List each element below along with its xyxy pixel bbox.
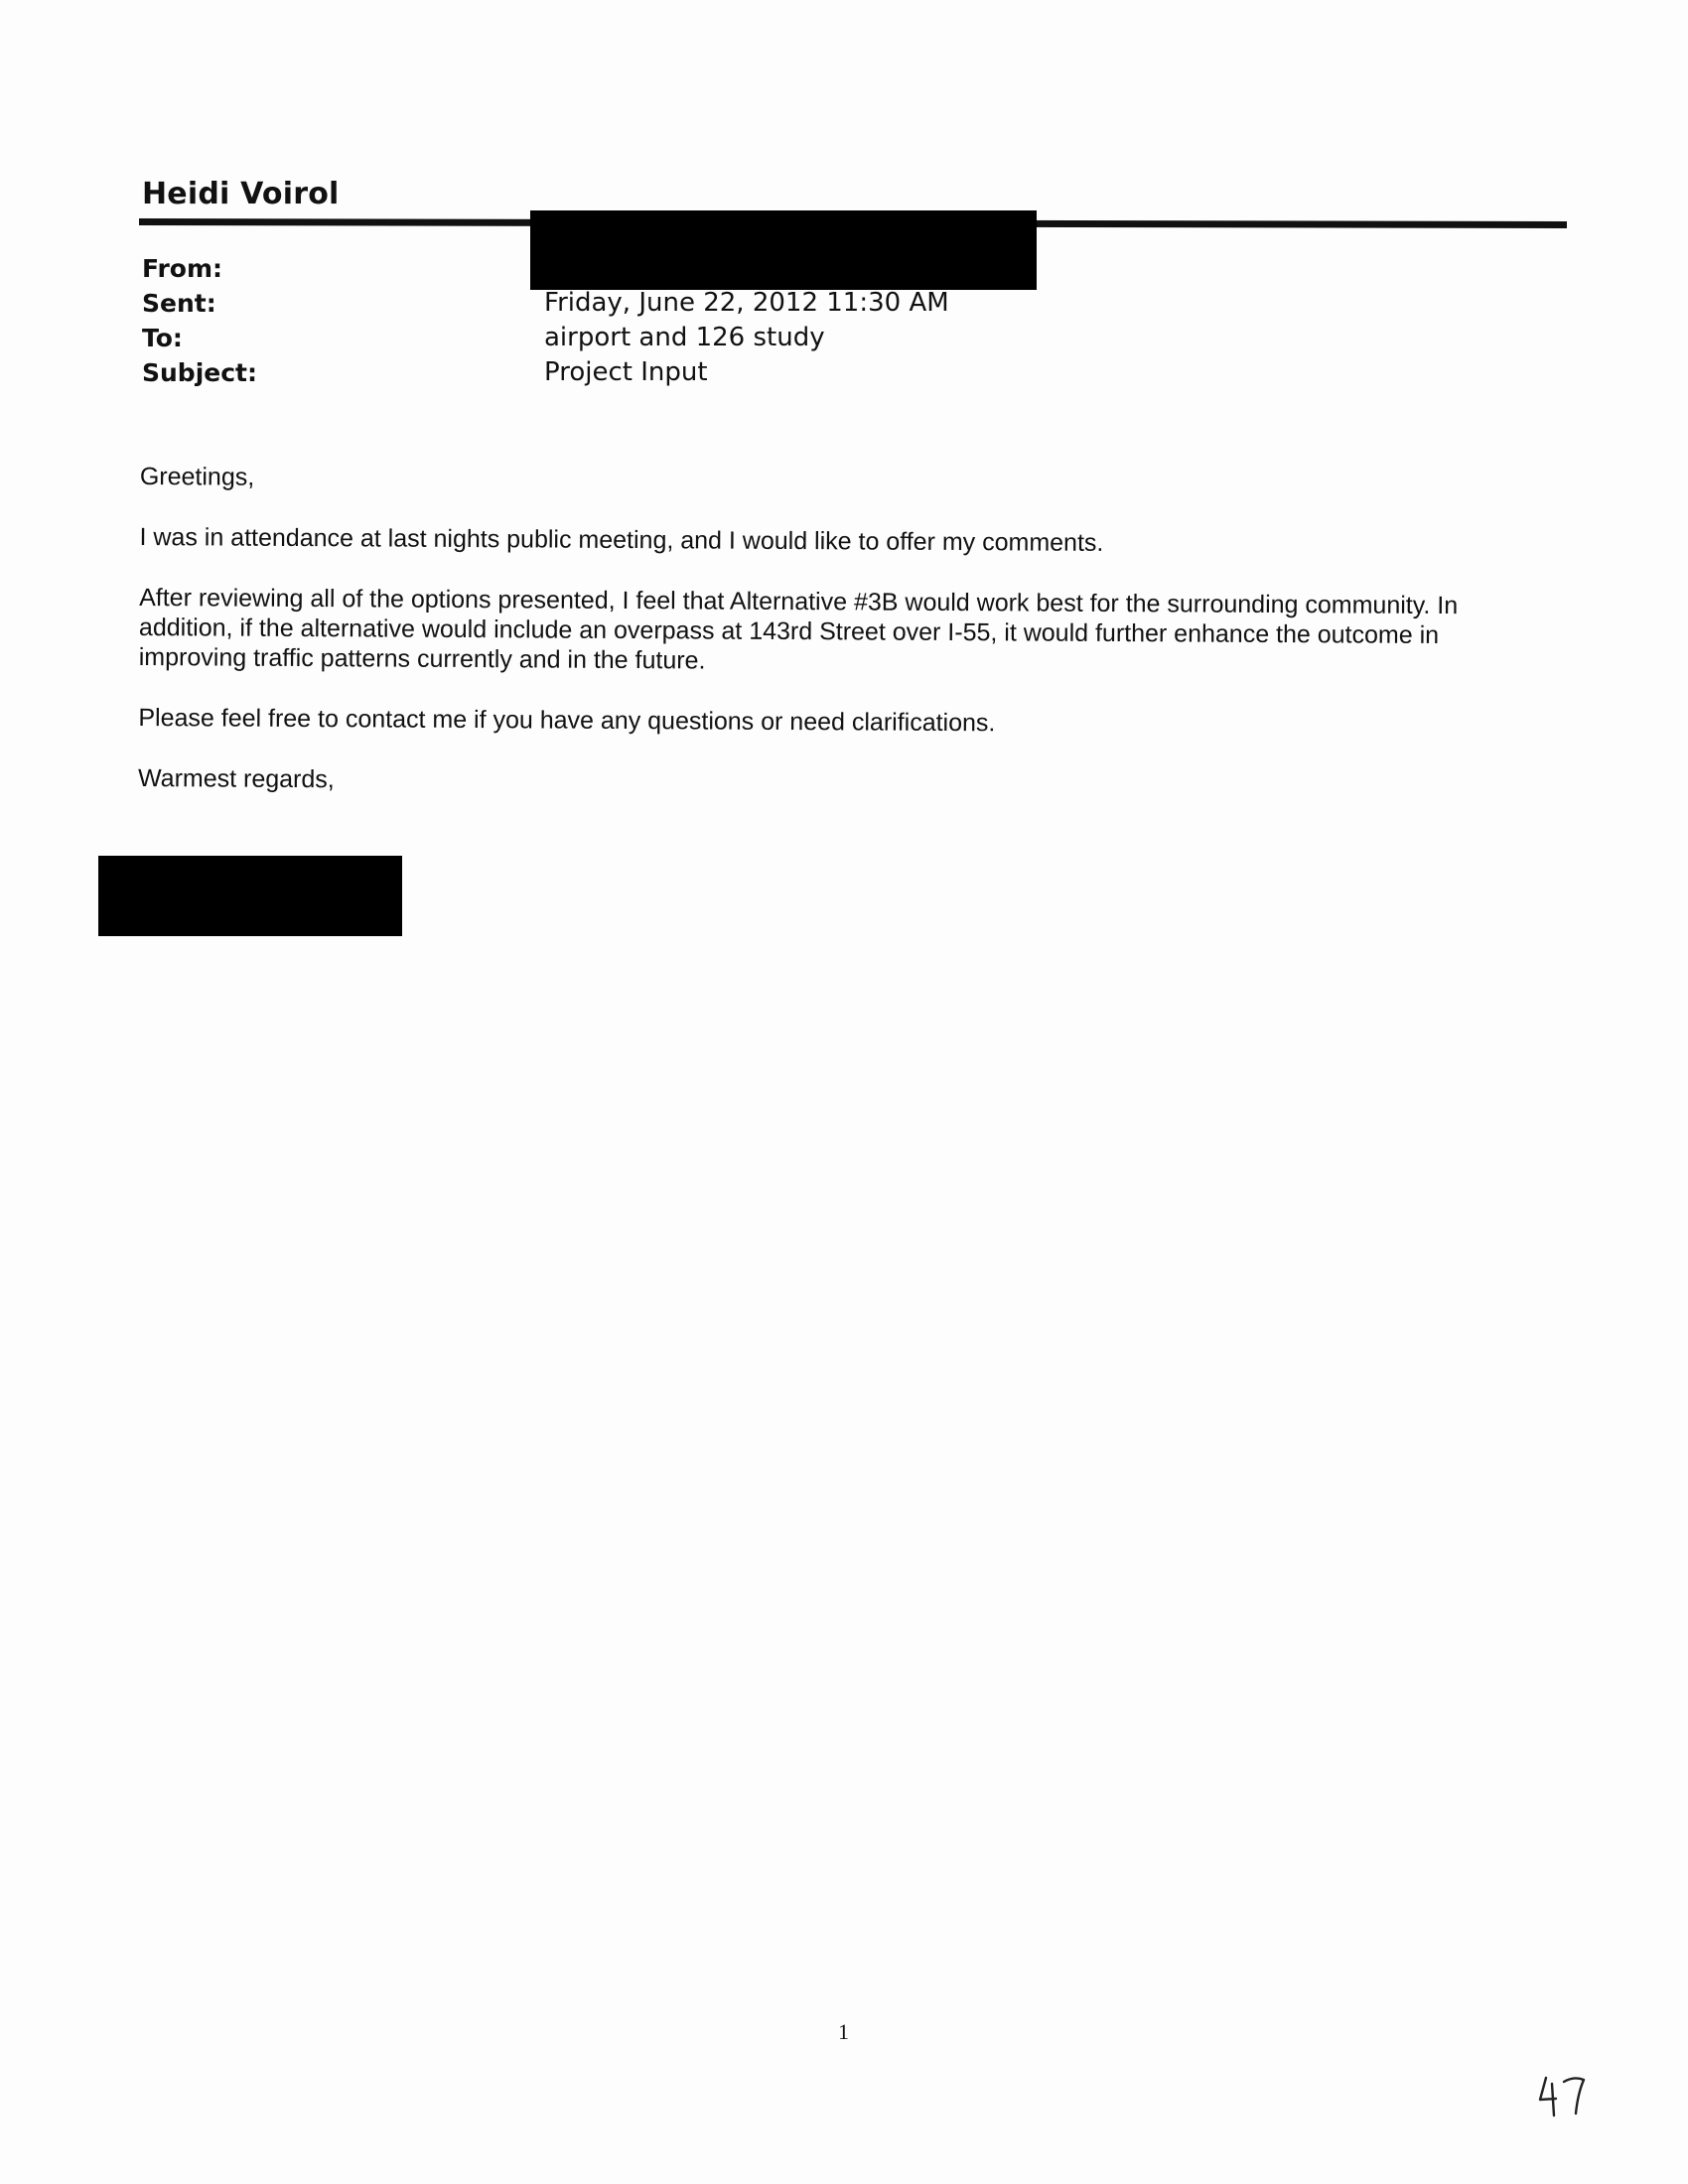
- subject-value: Project Input: [544, 357, 708, 387]
- sent-label: Sent:: [142, 289, 216, 318]
- greeting: Greetings,: [139, 462, 255, 491]
- header-labels: [142, 251, 257, 390]
- body-paragraph-alternative: After reviewing all of the options presented, I feel that Alternative #3B would work best for the surrounding community. In addition, if the alternative would include an overpass at 143rd Street over I-55, it would further enhance the outcome in improving traffic patterns currently and in the future.: [138, 583, 1459, 675]
- redaction-from-address: [530, 210, 1037, 290]
- sender-name: Heidi Voirol: [142, 177, 340, 211]
- sent-value: Friday, June 22, 2012 11:30 AM: [544, 288, 949, 318]
- to-label: To:: [142, 324, 183, 352]
- body-paragraph-attendance: I was in attendance at last nights public meeting, and I would like to offer my comments.: [139, 522, 1104, 557]
- redaction-signature: [98, 856, 402, 936]
- handwritten-47-mark: [1534, 2070, 1594, 2129]
- to-value: airport and 126 study: [544, 323, 825, 352]
- email-body: [138, 462, 1560, 833]
- header-values: [544, 286, 949, 390]
- closing: Warmest regards,: [137, 763, 335, 794]
- subject-label: Subject:: [142, 358, 257, 387]
- page-number: 1: [838, 2019, 849, 2044]
- body-paragraph-contact: Please feel free to contact me if you have any questions or need clarifications.: [138, 703, 996, 738]
- from-label: From:: [142, 254, 223, 283]
